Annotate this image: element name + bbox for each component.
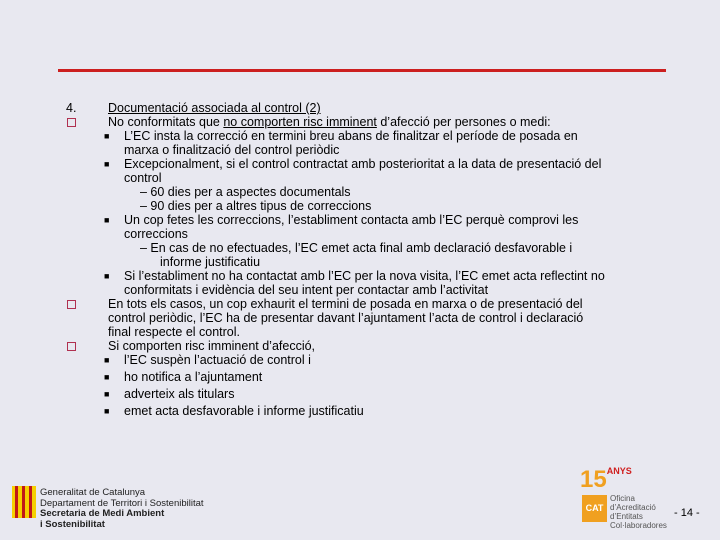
list-item: ■ l’EC suspèn l’actuació de control i	[104, 353, 311, 367]
section-number: 4.	[66, 101, 77, 115]
checkbox-bullet-icon	[67, 300, 76, 309]
square-bullet-icon: ■	[104, 372, 110, 382]
checkbox-bullet-icon	[67, 118, 76, 127]
list-item: marxa o finalització del control periòdic	[124, 143, 340, 157]
gencat-logo-icon	[12, 486, 36, 518]
cat-logo: CAT	[582, 495, 607, 522]
list-item: No conformitats que no comporten risc imminent d’afecció per persones o medi:	[66, 115, 676, 129]
list-item: En tots els casos, un cop exhaurit el termini de posada en marxa o de presentació del	[66, 297, 676, 311]
list-item: ■ Excepcionalment, si el control contractat amb posterioritat a la data de presentació del	[104, 157, 602, 171]
checkbox-bullet-icon	[67, 342, 76, 351]
square-bullet-icon: ■	[104, 215, 110, 225]
square-bullet-icon: ■	[104, 131, 110, 141]
page-number: - 14 -	[674, 507, 700, 519]
oac-text: Oficina d’Acreditació d’Entitats Col·laboradores	[610, 494, 667, 530]
slide-content	[66, 101, 676, 418]
square-bullet-icon: ■	[104, 406, 110, 416]
list-item: ■ Si l’establiment no ha contactat amb l’EC per la nova visita, l’EC emet acta reflectint no	[104, 269, 605, 283]
square-bullet-icon: ■	[104, 389, 110, 399]
square-bullet-icon: ■	[104, 159, 110, 169]
list-item: conformitats i evidència del seu intent per contactar amb l’activitat	[124, 283, 489, 297]
square-bullet-icon: ■	[104, 271, 110, 281]
title-divider	[58, 69, 666, 72]
list-item: control periòdic, l’EC ha de presentar davant l’ajuntament l’acta de control i declaració	[108, 311, 584, 325]
list-item: ■ Un cop fetes les correccions, l’establiment contacta amb l’EC perquè comprovi les	[104, 213, 579, 227]
list-item: correccions	[124, 227, 188, 241]
heading-text: Documentació associada al control (2)	[108, 101, 321, 115]
list-item: Si comporten risc imminent d’afecció,	[66, 339, 676, 353]
list-item: – 90 dies per a altres tipus de correccions	[140, 199, 372, 213]
list-item: ■ ho notifica a l’ajuntament	[104, 370, 263, 384]
anniversary-badge: $15^{ANYS}$	[580, 466, 632, 493]
list-item: ■ adverteix als titulars	[104, 387, 235, 401]
list-item: informe justificatiu	[160, 255, 261, 269]
list-item: – En cas de no efectuades, l’EC emet acta final amb declaració desfavorable i	[140, 241, 573, 255]
square-bullet-icon: ■	[104, 355, 110, 365]
list-item: control	[124, 171, 162, 185]
section-heading	[66, 101, 676, 115]
gencat-text: Generalitat de Catalunya Departament de Territori i Sostenibilitat Secretaria de Medi Ambient i Sostenibilitat	[40, 487, 204, 530]
list-item: ■ L’EC insta la correcció en termini breu abans de finalitzar el període de posada en	[104, 129, 578, 143]
list-item: ■ emet acta desfavorable i informe justificatiu	[104, 404, 364, 418]
list-item: final respecte el control.	[108, 325, 241, 339]
list-item: – 60 dies per a aspectes documentals	[140, 185, 351, 199]
